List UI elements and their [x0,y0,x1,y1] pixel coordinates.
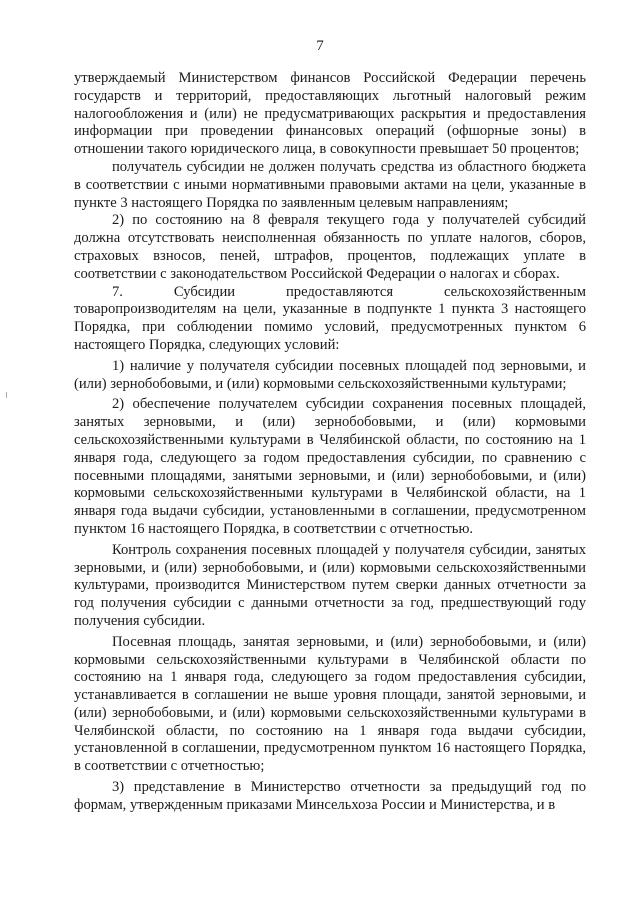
item-7-continuation: товаропроизводителям на цели, указанные в подпункте 1 пункта 3 настоящего Порядка, при соблюдении помимо условий, предусмотренных пунктом 6 настоящего Порядка, следующих условий: [74,301,586,353]
paragraph-offshore-share: утверждаемый Министерством финансов Российской Федерации перечень государств и территорий, предоставляющих льготный налоговый режим налогообложения и (или) не предусматривающих раскрытия и предоставления информации при проведении финансовых операций (офшорные зоны) в отношении такого юридического лица, в совокупности превышает 50 процентов; [74,70,586,158]
paragraph-condition-3: 3) представление в Министерство отчетности за предыдущий год по формам, утвержденным приказами Минсельхоза России и Министерства, и в [74,779,586,813]
paragraph-condition-2: 2) обеспечение получателем субсидии сохранения посевных площадей, занятых зерновыми, и (или) зернобобовыми, и (или) кормовыми сельскохозяйственными культурами в Челябинской области, по состоянию на 1 января года, следующего за годом предоставления субсидии, по сравнению с посевными площадями, занятыми зерновыми, и (или) зернобобовыми, и (или) кормовыми сельскохозяйственными культурами в Челябинской области, на 1 января года выдачи субсидии, установленными в соглашении, предусмотренном пунктом 16 настоящего Порядка, в соответствии с отчетностью. [74,396,586,537]
item-7-number: 7. [112,283,123,300]
document-body [74,70,586,815]
paragraph-sown-area: Посевная площадь, занятая зерновыми, и (или) зернобобовыми, и (или) кормовыми сельскохозяйственными культурами в Челябинской области по состоянию на 1 января года, следующего за годом предоставления субсидии, устанавливается в соглашении не выше уровня площади, занятой зерновыми, и (или) зернобобовыми, и (или) кормовыми сельскохозяйственными культурами в Челябинской области, по состоянию на 1 января года выдачи субсидии, установленной в соглашении, предусмотренном пунктом 16 настоящего Порядка, в соответствии с отчетностью; [74,633,586,775]
item-7-word-2: предоставляются [285,283,394,300]
page-number: 7 [316,38,324,54]
item-7-word-1: Субсидии [173,283,236,300]
paragraph-control: Контроль сохранения посевных площадей у получателя субсидии, занятых зерновыми, и (или) зернобобовыми, и (или) кормовыми сельскохозяйственными культурами, производится Министерством путем сверки данных отчетности за год получения субсидии с данными отчетности за год, предшествующий году получения субсидии. [74,541,586,629]
paragraph-no-tax-debt: 2) по состоянию на 8 февраля текущего года у получателей субсидий должна отсутствовать неисполненная обязанность по уплате налогов, сборов, страховых взносов, пеней, штрафов, процентов, подлежащих уплате в соответствии с законодательством Российской Федерации о налогах и сборах. [74,212,586,282]
item-7-word-3: сельскохозяйственным [444,283,586,300]
paragraph-no-other-funds: получатель субсидии не должен получать средства из областного бюджета в соответствии с иными нормативными правовыми актами на цели, указанные в пункте 3 настоящего Порядка по заявленным целевым направлениям; [74,158,586,211]
paragraph-condition-1: 1) наличие у получателя субсидии посевных площадей под зерновыми, и (или) зернобобовыми, и (или) кормовыми сельскохозяйственными культурами; [74,357,586,392]
margin-mark [6,392,7,398]
item-7-first-line [74,284,586,302]
